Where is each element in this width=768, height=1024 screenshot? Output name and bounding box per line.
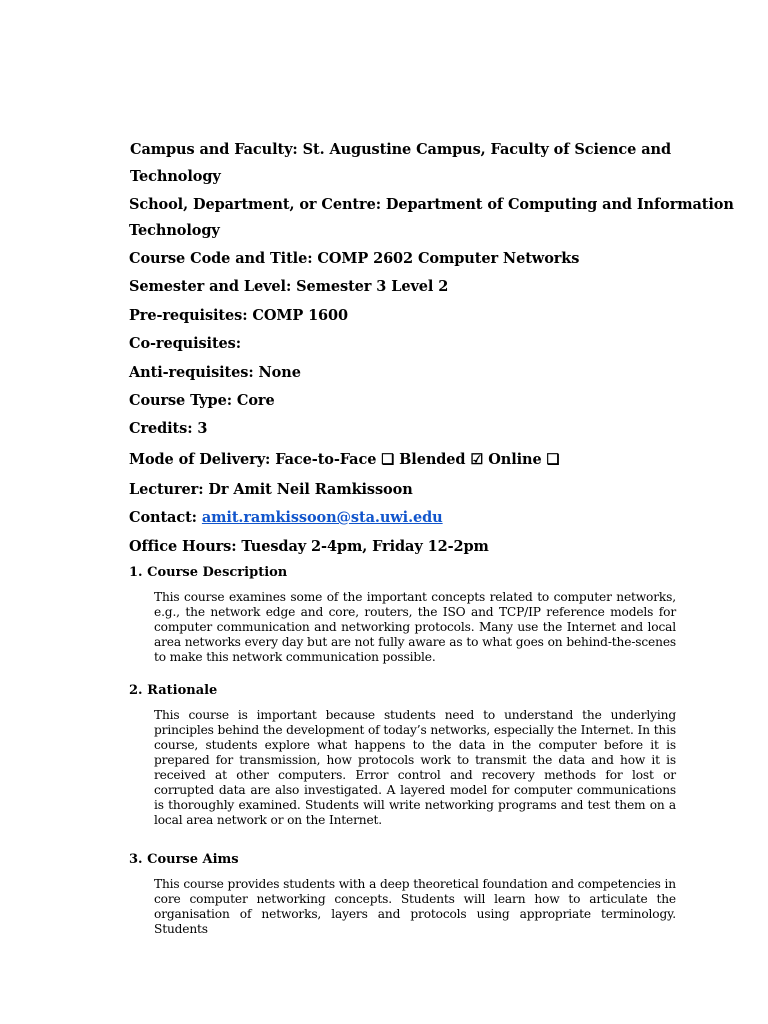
mode-of-delivery-field: Mode of Delivery: Face-to-Face ❏ Blended ☑ Online ❏ <box>129 451 560 468</box>
antirequisites-field: Anti-requisites: None <box>129 364 301 381</box>
section-heading-course-aims: 3. Course Aims <box>129 852 239 867</box>
prerequisites-field: Pre-requisites: COMP 1600 <box>129 307 349 324</box>
section-heading-course-description: 1. Course Description <box>129 565 288 580</box>
school-department-field: School, Department, or Centre: Department of Computing and Information <box>129 196 734 213</box>
section-heading-rationale: 2. Rationale <box>129 683 218 698</box>
campus-faculty-field-cont: Technology <box>130 168 221 185</box>
contact-label: Contact: <box>129 509 197 526</box>
lecturer-field: Lecturer: Dr Amit Neil Ramkissoon <box>129 481 413 498</box>
corequisites-field: Co-requisites: <box>129 335 241 352</box>
school-department-field-cont: Technology <box>129 222 220 239</box>
campus-faculty-field: Campus and Faculty: St. Augustine Campus, Faculty of Science and <box>130 141 671 158</box>
section-body-course-description: This course examines some of the important concepts related to computer networks, e.g., the network edge and core, routers, the ISO and TCP/IP reference models for computer communication and networking protocols. Many use the Internet and local area networks every day but are not fully aware as to what goes on behind-the-scenes to make this network communication possible. <box>154 590 676 664</box>
course-type-field: Course Type: Core <box>129 392 275 409</box>
course-code-title-field: Course Code and Title: COMP 2602 Computer Networks <box>129 250 580 267</box>
section-body-rationale: This course is important because students need to understand the underlying principles behind the development of today’s networks, especially the Internet. In this course, students explore what happens to the data in the computer before it is prepared for transmission, how protocols work to transmit the data and how it is received at other computers. Error control and recovery methods for lost or corrupted data are also investigated. A layered model for computer communications is thoroughly examined. Students will write networking programs and test them on a local area network or on the Internet. <box>154 708 676 827</box>
contact-email-link[interactable]: amit.ramkissoon@sta.uwi.edu <box>201 509 443 526</box>
contact-field <box>129 509 443 527</box>
semester-level-field: Semester and Level: Semester 3 Level 2 <box>129 278 449 295</box>
section-body-course-aims: This course provides students with a deep theoretical foundation and competencies in core computer networking concepts. Students will learn how to articulate the organisation of networks, layers and protocols using appropriate terminology. Students <box>154 877 676 936</box>
office-hours-field: Office Hours: Tuesday 2-4pm, Friday 12-2pm <box>129 538 489 555</box>
credits-field: Credits: 3 <box>129 420 208 437</box>
